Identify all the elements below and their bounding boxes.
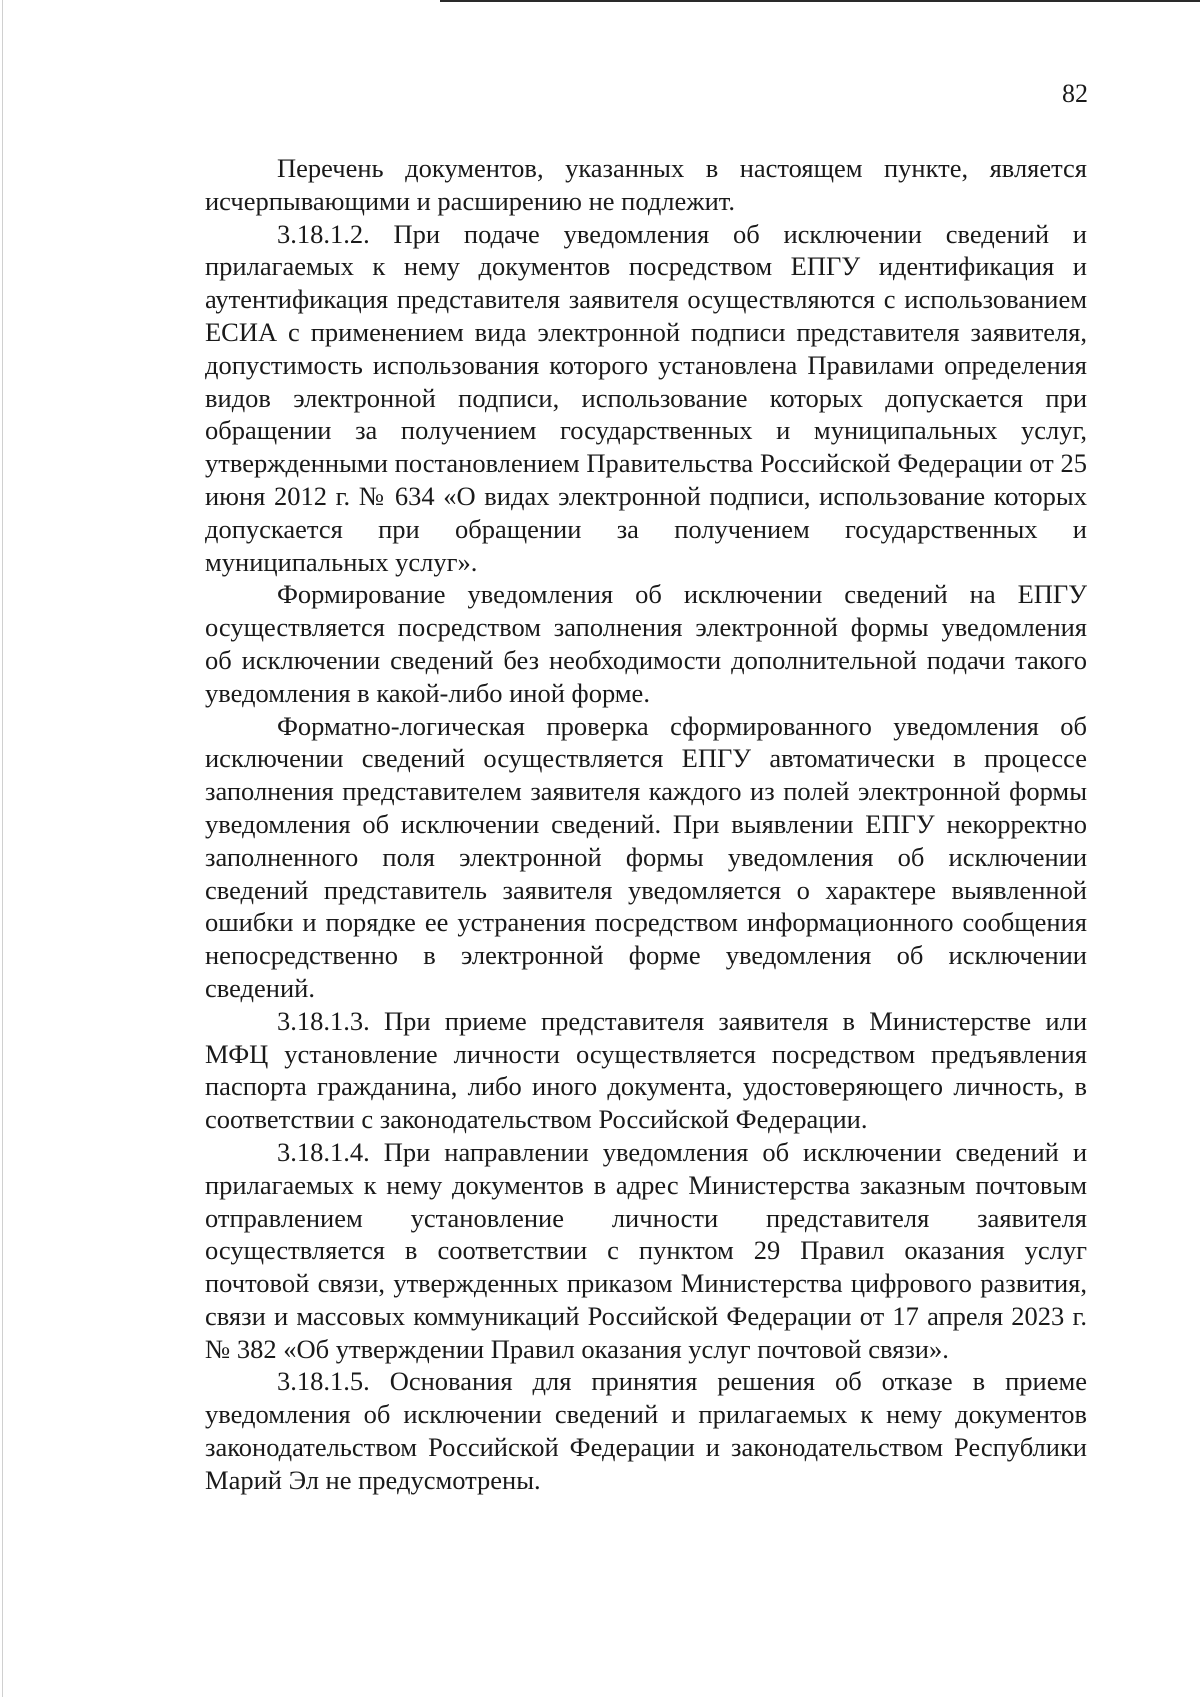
scan-top-edge	[440, 0, 1200, 2]
paragraph-3-18-1-2: 3.18.1.2. При подаче уведомления об исключении сведений и прилагаемых к нему документов посредством ЕПГУ идентификация и аутентификация представителя заявителя осуществляются с использованием ЕСИА с применением вида электронной подписи представителя заявителя, допустимость использования которого установлена Правилами определения видов электронной подписи, использование которых допускается при обращении за получением государственных и муниципальных услуг, утвержденными постановлением Правительства Российской Федерации от 25 июня 2012 г. № 634 «О видах электронной подписи, использование которых допускается при обращении за получением государственных и муниципальных услуг».	[205, 218, 1087, 577]
paragraph-form-creation: Формирование уведомления об исключении сведений на ЕПГУ осуществляется посредством заполнения электронной формы уведомления об исключении сведений без необходимости дополнительной подачи такого уведомления в какой-либо иной форме.	[205, 579, 1087, 708]
paragraph-list-exhaustive: Перечень документов, указанных в настоящем пункте, является исчерпывающими и расширению не подлежит.	[205, 153, 1087, 216]
paragraph-3-18-1-4: 3.18.1.4. При направлении уведомления об исключении сведений и прилагаемых к нему документов в адрес Министерства заказным почтовым отправлением установление личности представителя заявителя осуществляется в соответствии с пунктом 29 Правил оказания услуг почтовой связи, утвержденных приказом Министерства цифрового развития, связи и массовых коммуникаций Российской Федерации от 17 апреля 2023 г. № 382 «Об утверждении Правил оказания услуг почтовой связи».	[205, 1136, 1087, 1364]
page-number: 82	[1062, 79, 1088, 108]
paragraph-format-check: Форматно-логическая проверка сформированного уведомления об исключении сведений осуществляется ЕПГУ автоматически в процессе заполнения представителем заявителя каждого из полей электронной формы уведомления об исключении сведений. При выявлении ЕПГУ некорректно заполненного поля электронной формы уведомления об исключении сведений представитель заявителя уведомляется о характере выявленной ошибки и порядке ее устранения посредством информационного сообщения непосредственно в электронной форме уведомления об исключении сведений.	[205, 710, 1087, 1003]
paragraph-3-18-1-3: 3.18.1.3. При приеме представителя заявителя в Министерстве или МФЦ установление личности осуществляется посредством предъявления паспорта гражданина, либо иного документа, удостоверяющего личность, в соответствии с законодательством Российской Федерации.	[205, 1005, 1087, 1135]
scan-left-edge	[2, 0, 3, 1697]
document-body	[205, 152, 1087, 1497]
paragraph-3-18-1-5: 3.18.1.5. Основания для принятия решения об отказе в приеме уведомления об исключении сведений и прилагаемых к нему документов законодательством Российской Федерации и законодательством Республики Марий Эл не предусмотрены.	[205, 1366, 1087, 1495]
